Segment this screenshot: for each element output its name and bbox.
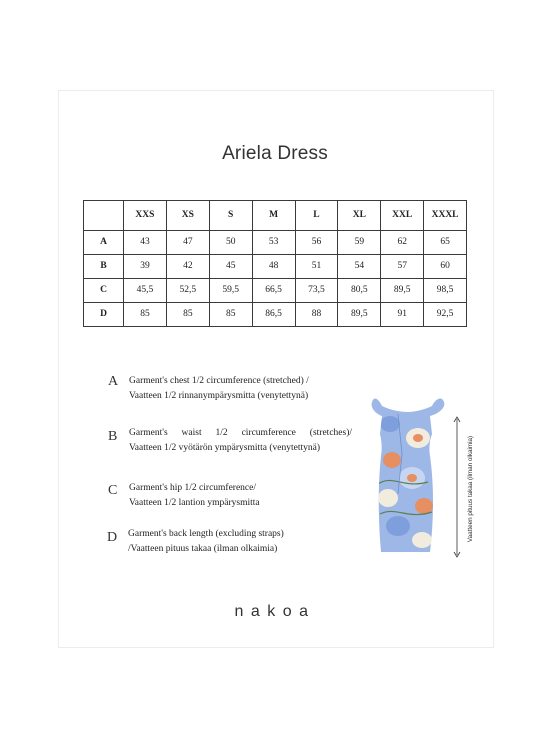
table-cell: 92,5	[424, 303, 467, 327]
table-cell: 73,5	[295, 279, 338, 303]
legend-text-fi: /Vaatteen pituus takaa (ilman olkaimia)	[128, 544, 278, 554]
legend-letter-d: D	[107, 530, 118, 545]
table-cell: 66,5	[252, 279, 295, 303]
table-cell: 88	[295, 303, 338, 327]
table-cell: 98,5	[424, 279, 467, 303]
legend-text-fi: Vaatteen 1/2 vyötärön ympärysmitta (venytettynä)	[129, 443, 320, 453]
table-cell: 91	[381, 303, 424, 327]
table-cell: 43	[124, 231, 167, 255]
legend-text-en: Garment's hip 1/2 circumference/	[129, 483, 257, 493]
length-arrow-icon	[452, 416, 462, 558]
table-cell: 57	[381, 255, 424, 279]
table-cell: 45,5	[124, 279, 167, 303]
table-cell: 50	[209, 231, 252, 255]
table-cell: 51	[295, 255, 338, 279]
table-cell: 86,5	[252, 303, 295, 327]
table-header-cell: S	[209, 201, 252, 231]
row-label: B	[84, 255, 124, 279]
legend-text-en: Garment's back length (excluding straps)	[128, 529, 284, 539]
table-cell: 56	[295, 231, 338, 255]
table-cell: 52,5	[166, 279, 209, 303]
table-cell: 85	[209, 303, 252, 327]
table-cell: 65	[424, 231, 467, 255]
table-cell: 80,5	[338, 279, 381, 303]
table-cell: 89,5	[338, 303, 381, 327]
table-cell: 62	[381, 231, 424, 255]
table-header-cell: XXL	[381, 201, 424, 231]
table-cell: 59	[338, 231, 381, 255]
legend-text-fi: Vaatteen 1/2 lantion ympärysmitta	[129, 498, 260, 508]
table-header-cell: L	[295, 201, 338, 231]
legend-item-a	[129, 374, 309, 404]
table-cell: 48	[252, 255, 295, 279]
legend-text-en: Garment's chest 1/2 circumference (stretched) /	[129, 376, 309, 386]
legend-item-c	[129, 481, 260, 511]
brand-logo: nakoa	[234, 603, 316, 620]
length-label: Vaatteen pituus takaa (ilman olkaimia)	[467, 435, 474, 543]
table-header-cell: XL	[338, 201, 381, 231]
table-cell: 45	[209, 255, 252, 279]
page-title: Ariela Dress	[222, 143, 328, 164]
row-label: D	[84, 303, 124, 327]
table-cell: 85	[166, 303, 209, 327]
legend-item-d	[128, 527, 284, 557]
table-cell: 39	[124, 255, 167, 279]
dress-illustration	[368, 394, 450, 556]
table-cell: 47	[166, 231, 209, 255]
table-header-cell: XXXL	[424, 201, 467, 231]
table-header-cell: XS	[166, 201, 209, 231]
legend-letter-b: B	[108, 429, 118, 444]
legend-letter-a: A	[108, 374, 119, 389]
table-cell: 85	[124, 303, 167, 327]
legend-text-fi: Vaatteen 1/2 rinnanympärysmitta (venytettynä)	[129, 391, 309, 401]
legend-text-en: Garment's waist 1/2 circumference (stretches)/	[129, 428, 352, 438]
row-label: A	[84, 231, 124, 255]
table-cell: 59,5	[209, 279, 252, 303]
legend-letter-c: C	[108, 483, 118, 498]
table-cell: 53	[252, 231, 295, 255]
table-header-cell: XXS	[124, 201, 167, 231]
row-label: C	[84, 279, 124, 303]
legend-item-b	[129, 426, 352, 456]
table-cell: 60	[424, 255, 467, 279]
table-cell: 89,5	[381, 279, 424, 303]
table-header-cell: M	[252, 201, 295, 231]
table-cell: 42	[166, 255, 209, 279]
table-cell: 54	[338, 255, 381, 279]
